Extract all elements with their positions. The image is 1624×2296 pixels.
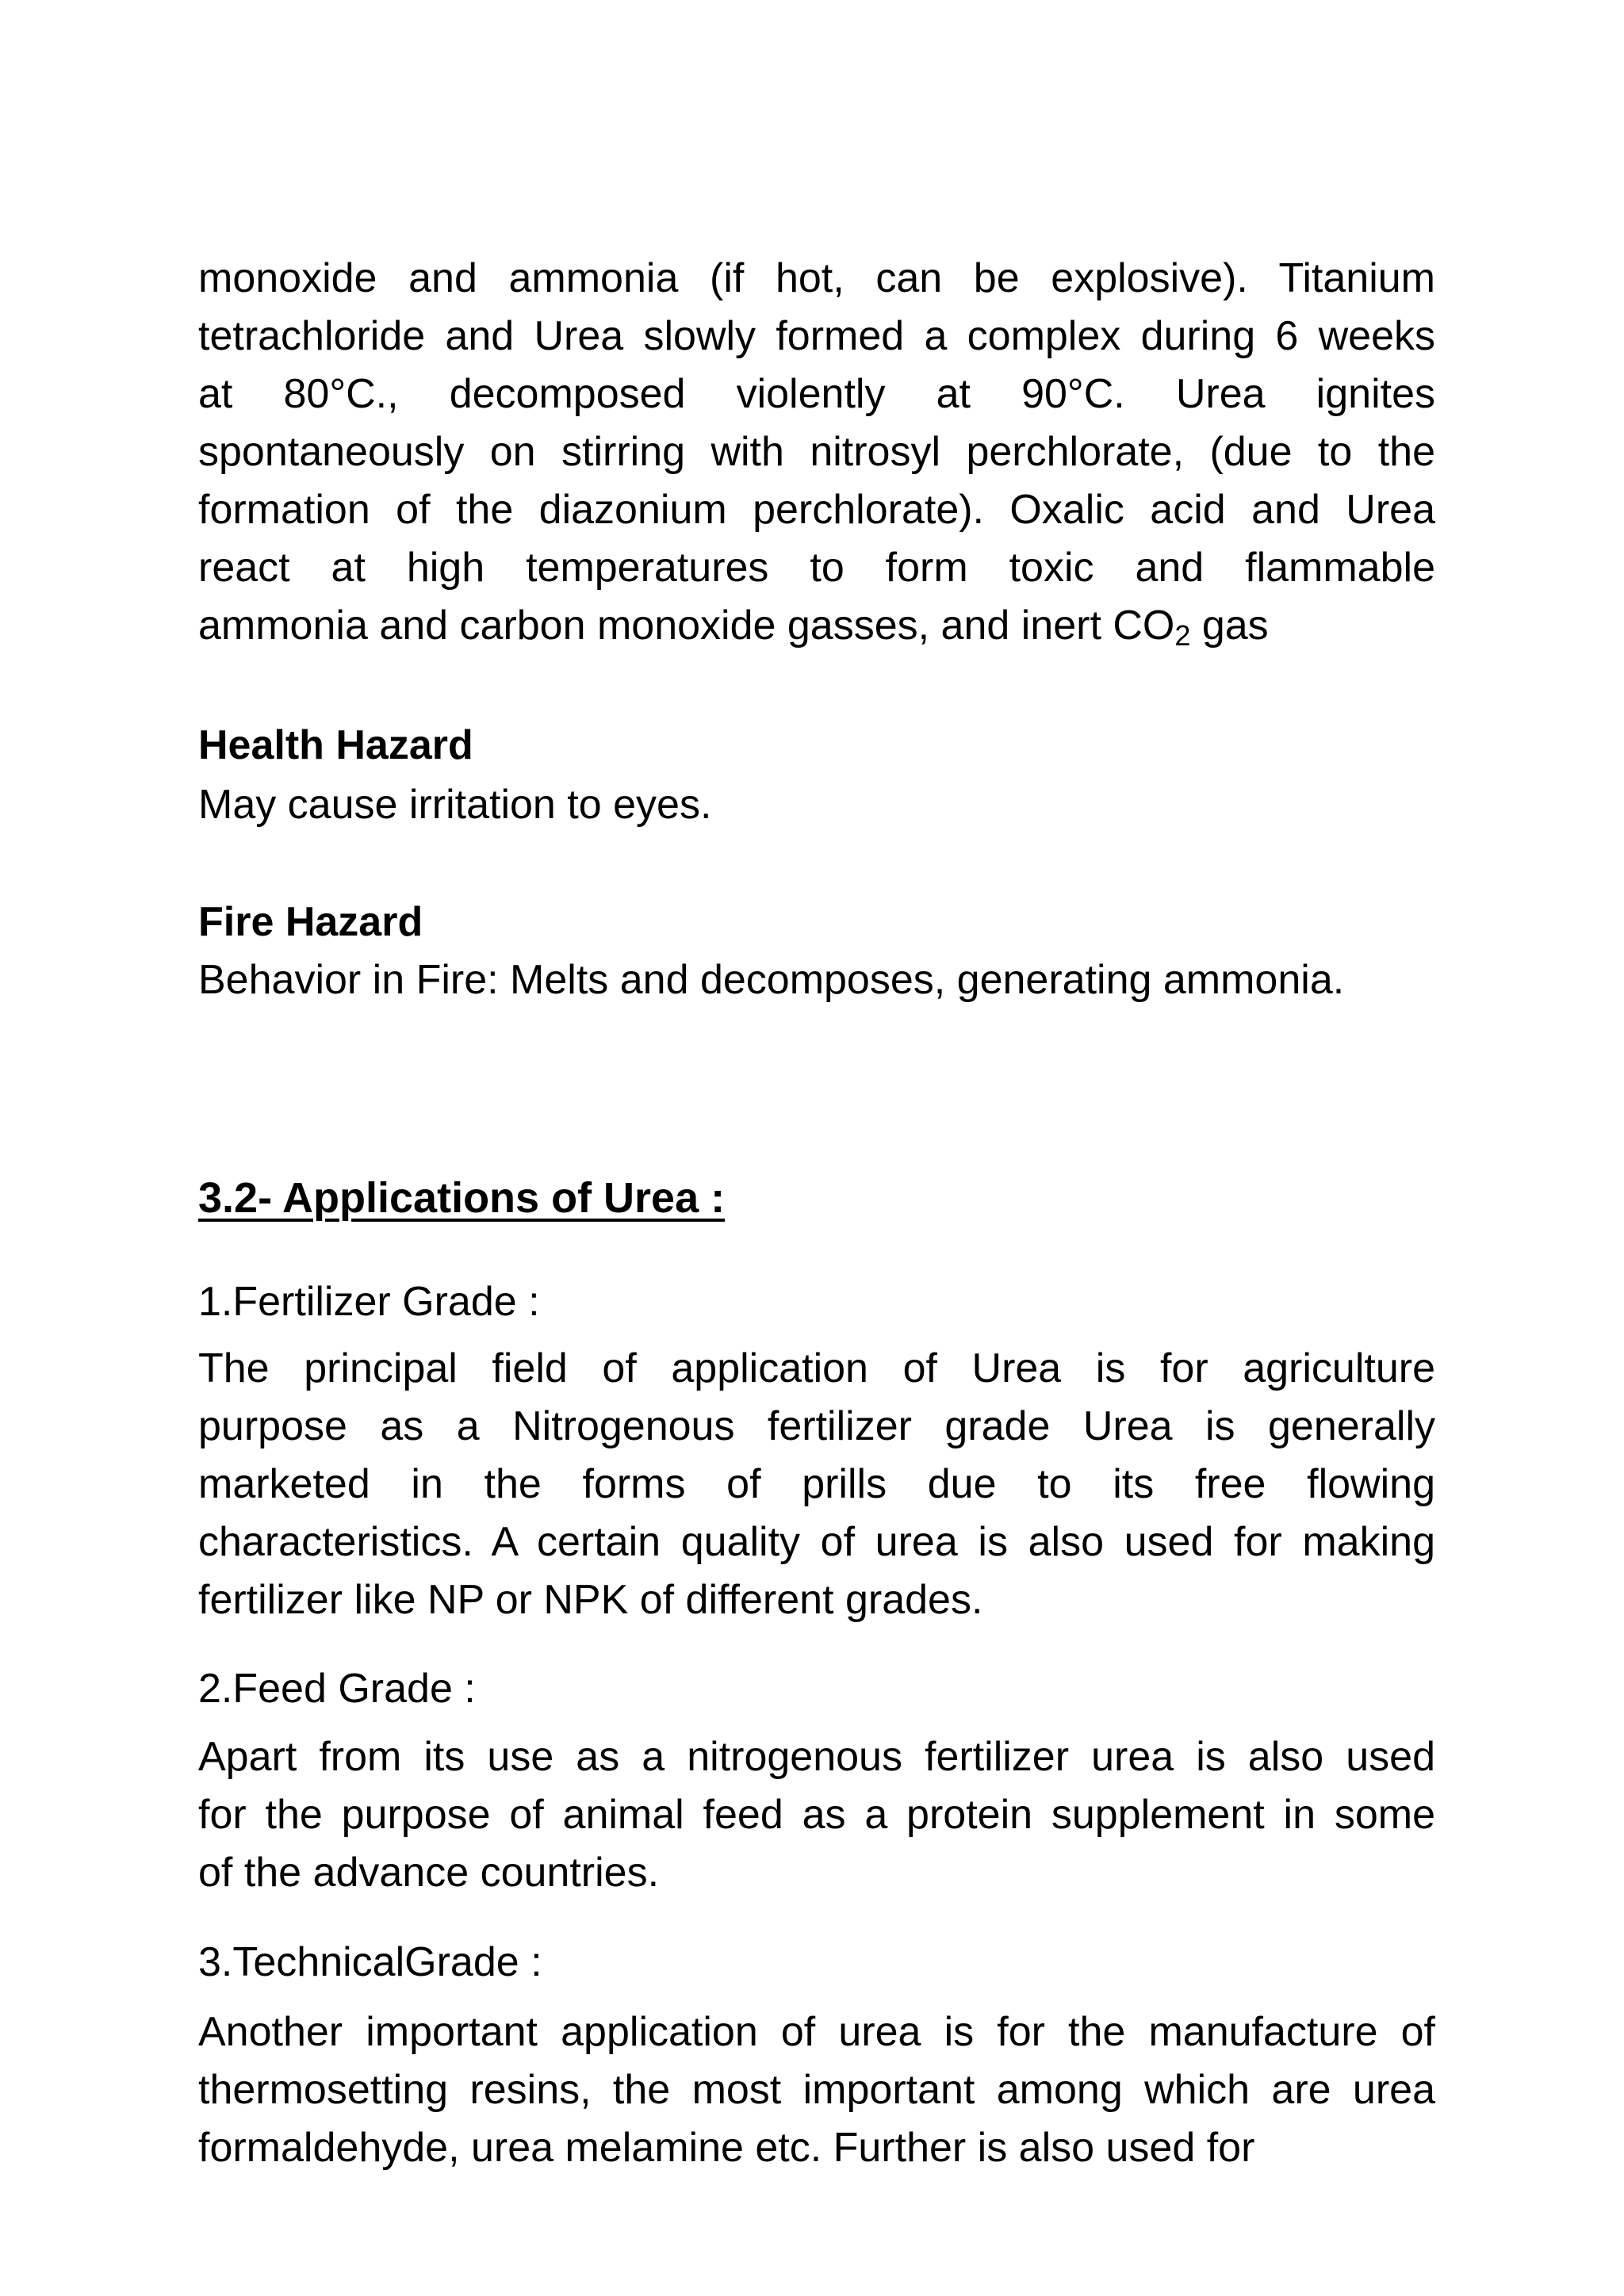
application-text-fertilizer (198, 1340, 1435, 1629)
co2-subscript: 2 (1174, 619, 1191, 652)
fire-hazard-heading: Fire Hazard (198, 899, 423, 945)
application-text-feed (198, 1728, 1435, 1902)
section-title: 3.2- Applications of Urea : (198, 1174, 726, 1222)
intro-line: monoxide and ammonia (if hot, can be explosive). Titanium (198, 255, 1435, 301)
application-line: Another important application of urea is for the manufacture of (198, 2009, 1435, 2055)
intro-line: react at high temperatures to form toxic and flammable (198, 545, 1435, 591)
intro-line: tetrachloride and Urea slowly formed a complex during 6 weeks (198, 313, 1435, 359)
application-label-fertilizer: 1.Fertilizer Grade : (198, 1279, 540, 1325)
intro-line: formation of the diazonium perchlorate). Oxalic acid and Urea (198, 487, 1435, 533)
application-line: marketed in the forms of prills due to its free flowing (198, 1461, 1435, 1507)
application-text-technical (198, 2003, 1435, 2177)
intro-last-line (198, 597, 1435, 655)
application-line: for the purpose of animal feed as a protein supplement in some (198, 1792, 1435, 1838)
intro-paragraph (198, 250, 1435, 655)
application-line: The principal field of application of Urea is for agriculture (198, 1345, 1435, 1391)
application-line: formaldehyde, urea melamine etc. Further is also used for (198, 2125, 1255, 2171)
application-line: characteristics. A certain quality of urea is also used for making (198, 1519, 1435, 1565)
application-label-technical: 3.TechnicalGrade : (198, 1939, 542, 1985)
intro-line: at 80°C., decomposed violently at 90°C. Urea ignites (198, 371, 1435, 417)
health-hazard-text: May cause irritation to eyes. (198, 782, 712, 828)
application-line: Apart from its use as a nitrogenous fertilizer urea is also used (198, 1734, 1435, 1780)
application-label-feed: 2.Feed Grade : (198, 1666, 476, 1712)
application-line: fertilizer like NP or NPK of different grades. (198, 1577, 983, 1623)
application-line: of the advance countries. (198, 1850, 660, 1896)
health-hazard-heading: Health Hazard (198, 722, 473, 768)
application-line: purpose as a Nitrogenous fertilizer grade Urea is generally (198, 1403, 1435, 1449)
fire-hazard-text: Behavior in Fire: Melts and decomposes, generating ammonia. (198, 957, 1345, 1003)
application-line: thermosetting resins, the most important among which are urea (198, 2067, 1435, 2113)
intro-last-line-text: ammonia and carbon monoxide gasses, and inert CO (198, 603, 1175, 649)
intro-line: spontaneously on stirring with nitrosyl perchlorate, (due to the (198, 429, 1435, 475)
intro-last-line-tail: gas (1190, 603, 1269, 649)
